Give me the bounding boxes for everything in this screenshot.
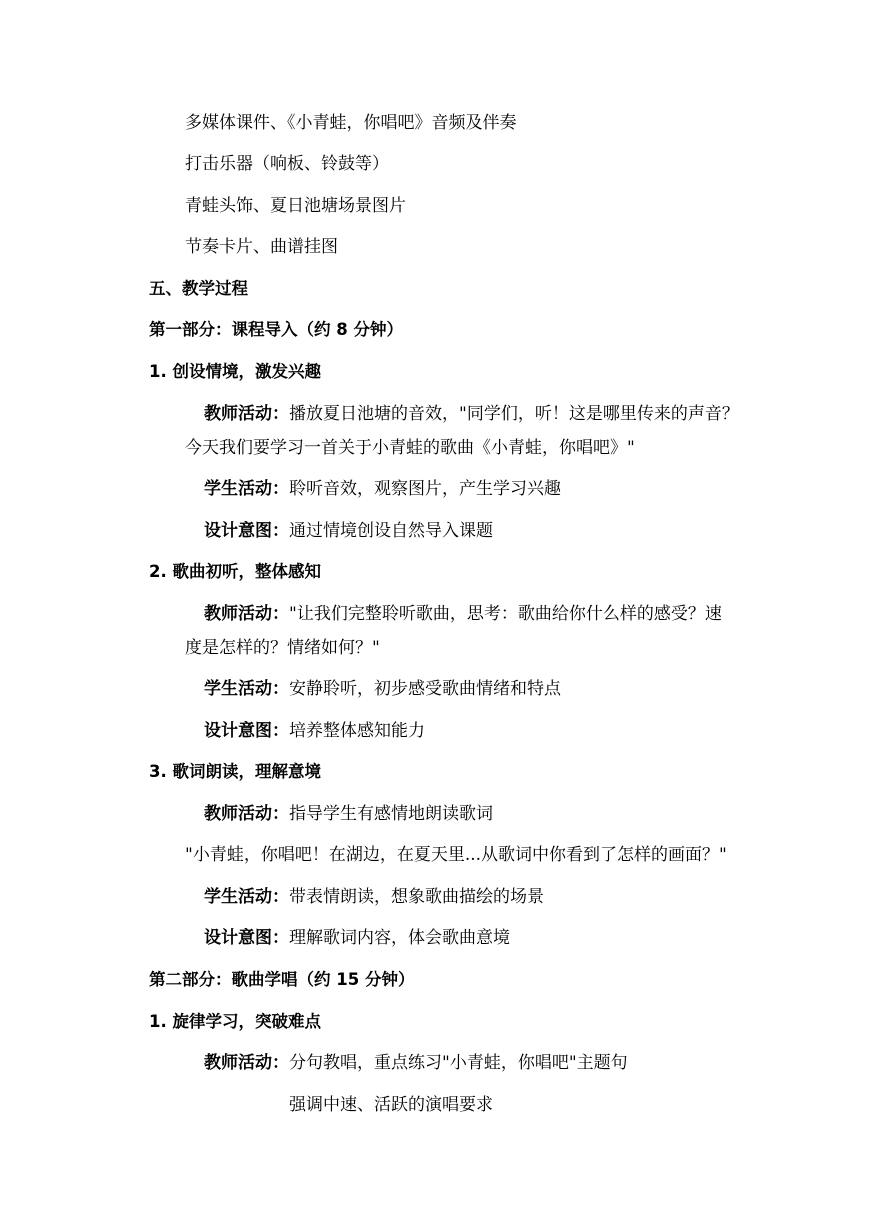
teacher-activity bbox=[204, 802, 493, 826]
teacher-text-continued: 度是怎样的？情绪如何？" bbox=[185, 638, 380, 658]
student-label: 学生活动： bbox=[204, 887, 289, 907]
teacher-label: 教师活动： bbox=[204, 1053, 289, 1073]
teacher-text-continued: 今天我们要学习一首关于小青蛙的歌曲《小青蛙，你唱吧》" bbox=[185, 438, 635, 458]
step-heading: 1. 旋律学习，突破难点 bbox=[149, 1012, 321, 1031]
student-label: 学生活动： bbox=[204, 679, 289, 699]
design-intent bbox=[204, 519, 493, 543]
teacher-activity bbox=[204, 602, 722, 626]
student-activity bbox=[204, 885, 544, 909]
part-heading: 第一部分：课程导入（约 8 分钟） bbox=[149, 320, 403, 339]
material-item: 打击乐器（响板、铃鼓等） bbox=[185, 154, 389, 174]
section-heading: 五、教学过程 bbox=[149, 279, 248, 298]
intent-text: 培养整体感知能力 bbox=[289, 721, 425, 741]
intent-label: 设计意图： bbox=[204, 721, 289, 741]
design-intent bbox=[204, 926, 510, 950]
material-item: 节奏卡片、曲谱挂图 bbox=[185, 237, 338, 257]
teacher-activity bbox=[204, 1051, 628, 1075]
teacher-text: 播放夏日池塘的音效，"同学们，听！这是哪里传来的声音？ bbox=[289, 404, 739, 424]
intent-text: 通过情境创设自然导入课题 bbox=[289, 521, 493, 541]
student-label: 学生活动： bbox=[204, 479, 289, 499]
student-text: 带表情朗读，想象歌曲描绘的场景 bbox=[289, 887, 544, 907]
step-heading: 3. 歌词朗读，理解意境 bbox=[149, 762, 321, 781]
teacher-label: 教师活动： bbox=[204, 804, 289, 824]
student-text: 安静聆听，初步感受歌曲情绪和特点 bbox=[289, 679, 561, 699]
teacher-text: 指导学生有感情地朗读歌词 bbox=[289, 804, 493, 824]
teacher-text-continued: 强调中速、活跃的演唱要求 bbox=[289, 1095, 493, 1115]
teacher-activity bbox=[204, 402, 739, 426]
teacher-label: 教师活动： bbox=[204, 404, 289, 424]
teacher-text: "让我们完整聆听歌曲，思考：歌曲给你什么样的感受？速 bbox=[289, 604, 722, 624]
intent-text: 理解歌词内容，体会歌曲意境 bbox=[289, 928, 510, 948]
student-activity bbox=[204, 477, 561, 501]
material-item: 多媒体课件、《小青蛙，你唱吧》音频及伴奏 bbox=[185, 113, 517, 133]
part-heading: 第二部分：歌曲学唱（约 15 分钟） bbox=[149, 970, 415, 989]
step-heading: 1. 创设情境，激发兴趣 bbox=[149, 362, 321, 381]
student-activity bbox=[204, 677, 561, 701]
student-text: 聆听音效，观察图片，产生学习兴趣 bbox=[289, 479, 561, 499]
step-heading: 2. 歌曲初听，整体感知 bbox=[149, 562, 321, 581]
teacher-label: 教师活动： bbox=[204, 604, 289, 624]
design-intent bbox=[204, 719, 425, 743]
intent-label: 设计意图： bbox=[204, 928, 289, 948]
intent-label: 设计意图： bbox=[204, 521, 289, 541]
teacher-text: 分句教唱，重点练习"小青蛙，你唱吧"主题句 bbox=[289, 1053, 628, 1073]
teacher-text-continued: "小青蛙，你唱吧！在湖边，在夏天里...从歌词中你看到了怎样的画面？" bbox=[185, 845, 727, 865]
material-item: 青蛙头饰、夏日池塘场景图片 bbox=[185, 196, 406, 216]
